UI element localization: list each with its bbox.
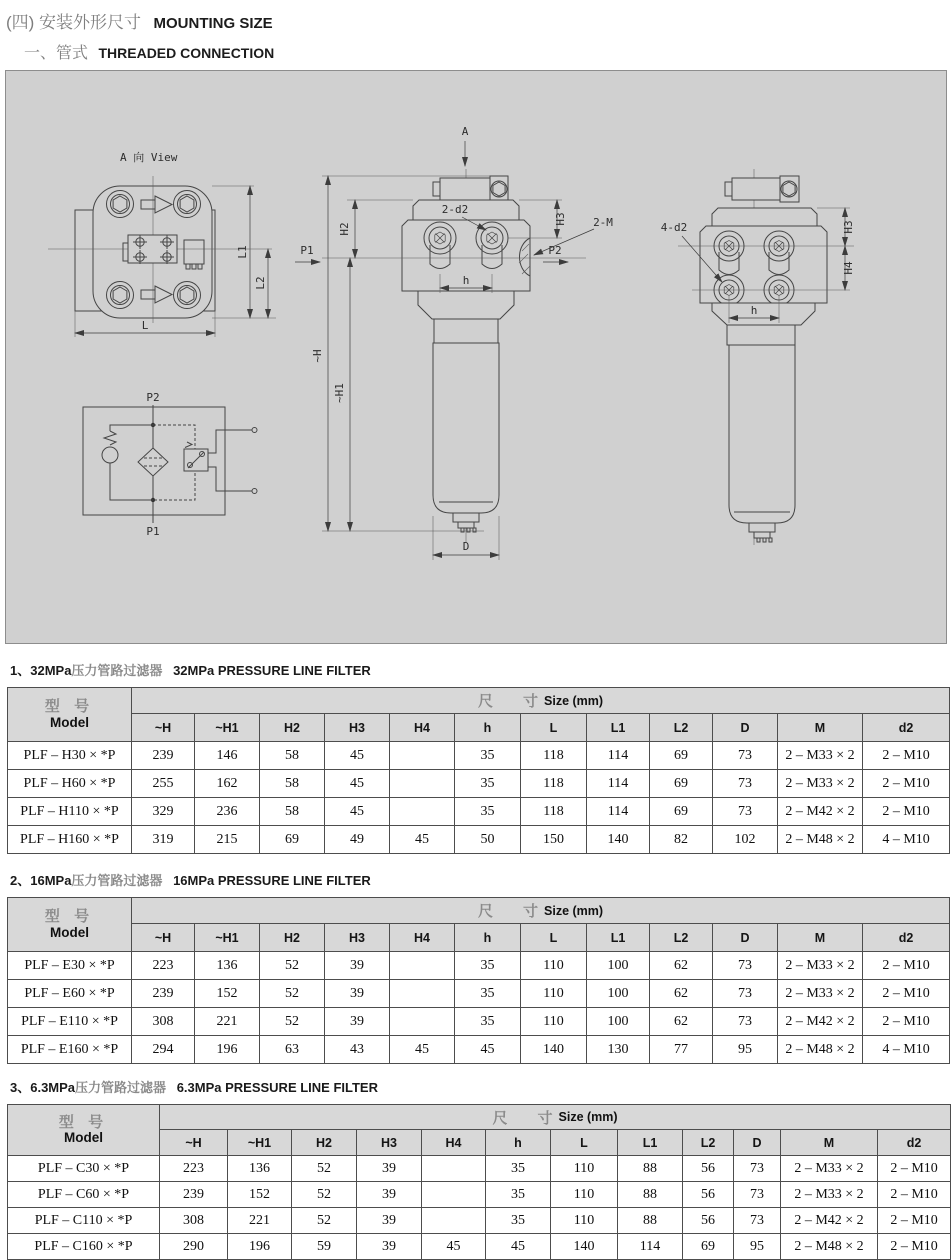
model-header-zh: 型 号	[44, 698, 95, 716]
value-cell: 62	[650, 1008, 713, 1036]
value-cell: 58	[260, 742, 325, 770]
value-cell: 35	[486, 1182, 551, 1208]
value-cell: 239	[132, 980, 195, 1008]
caption-en: 16MPa PRESSURE LINE FILTER	[173, 873, 371, 888]
column-header-row	[8, 924, 950, 952]
column-header: L1	[618, 1130, 683, 1156]
top-view-drawing	[48, 150, 276, 337]
table-section-6_3mpa	[0, 1077, 952, 1260]
value-cell: 45	[325, 798, 390, 826]
size-header-zh: 寸	[537, 1109, 553, 1127]
dim-l1-label: L1	[236, 245, 249, 259]
caption-zh: 压力管路过滤器	[75, 1080, 167, 1095]
model-cell: PLF – H30 × *P	[8, 742, 132, 770]
value-cell: 52	[260, 952, 325, 980]
value-cell: 69	[650, 770, 713, 798]
size-span-header	[132, 898, 950, 924]
column-header: L	[551, 1130, 618, 1156]
value-cell: 52	[292, 1156, 357, 1182]
column-header: h	[486, 1130, 551, 1156]
model-cell: PLF – E60 × *P	[8, 980, 132, 1008]
table-section-32mpa	[0, 660, 952, 854]
value-cell: 45	[486, 1234, 551, 1260]
column-header: H4	[422, 1130, 486, 1156]
dim-h-label: h	[750, 304, 758, 317]
table-row	[8, 798, 950, 826]
value-cell: 56	[683, 1182, 734, 1208]
value-cell: 2 – M10	[878, 1156, 951, 1182]
value-cell	[422, 1156, 486, 1182]
value-cell: 50	[455, 826, 521, 854]
value-cell: 2 – M48 × 2	[781, 1234, 878, 1260]
value-cell: 2 – M10	[863, 742, 950, 770]
value-cell: 35	[486, 1156, 551, 1182]
model-header-zh: 型 号	[58, 1113, 109, 1131]
size-header-zh: 尺	[478, 903, 494, 920]
model-cell: PLF – C60 × *P	[8, 1182, 160, 1208]
size-table-32mpa	[7, 687, 950, 854]
value-cell: 45	[422, 1234, 486, 1260]
value-cell: 63	[260, 1036, 325, 1064]
value-cell: 319	[132, 826, 195, 854]
dim-d-label: D	[462, 540, 470, 553]
table-row	[8, 1208, 951, 1234]
model-cell: PLF – E160 × *P	[8, 1036, 132, 1064]
value-cell: 223	[160, 1156, 228, 1182]
model-header-en: Model	[50, 924, 89, 940]
value-cell: 2 – M33 × 2	[778, 770, 863, 798]
size-table-6_3mpa	[7, 1104, 951, 1260]
size-header-en: Size (mm)	[544, 903, 604, 918]
model-column-header	[8, 898, 132, 952]
value-cell: 88	[618, 1182, 683, 1208]
value-cell: 2 – M10	[863, 952, 950, 980]
value-cell: 239	[160, 1182, 228, 1208]
value-cell: 39	[325, 1008, 390, 1036]
value-cell: 308	[160, 1208, 228, 1234]
column-header: L	[521, 924, 587, 952]
dim-approx-h1	[333, 258, 350, 531]
value-cell: 136	[228, 1156, 292, 1182]
model-cell: PLF – E110 × *P	[8, 1008, 132, 1036]
value-cell	[390, 1008, 455, 1036]
table-caption	[10, 660, 952, 679]
value-cell: 73	[713, 742, 778, 770]
value-cell: 110	[521, 980, 587, 1008]
table-row	[8, 742, 950, 770]
size-header-zh: 寸	[523, 693, 539, 710]
column-header: D	[734, 1130, 781, 1156]
value-cell: 130	[587, 1036, 650, 1064]
dim-h3-label: H3	[554, 212, 567, 226]
column-header: ~H1	[195, 714, 260, 742]
value-cell: 35	[455, 980, 521, 1008]
inlet-port-icon	[424, 222, 456, 254]
value-cell: 45	[390, 826, 455, 854]
size-header-zh: 尺	[478, 693, 494, 710]
port-thread-4d2-label: 4-d2	[660, 221, 688, 234]
value-cell: 308	[132, 1008, 195, 1036]
side-view-drawing	[661, 169, 855, 545]
value-cell	[390, 798, 455, 826]
dim-h2-label: H2	[338, 222, 351, 236]
value-cell: 62	[650, 952, 713, 980]
value-cell: 110	[551, 1182, 618, 1208]
value-cell: 52	[260, 1008, 325, 1036]
value-cell: 2 – M33 × 2	[781, 1156, 878, 1182]
column-header: L1	[587, 714, 650, 742]
model-column-header	[8, 688, 132, 742]
table-row	[8, 1156, 951, 1182]
page-title-zh: (四) 安装外形尺寸	[6, 13, 142, 32]
model-cell: PLF – H160 × *P	[8, 826, 132, 854]
value-cell: 196	[228, 1234, 292, 1260]
size-table-16mpa	[7, 897, 950, 1064]
value-cell: 35	[455, 770, 521, 798]
column-header: d2	[863, 714, 950, 742]
value-cell: 52	[292, 1182, 357, 1208]
value-cell: 236	[195, 798, 260, 826]
value-cell: 2 – M42 × 2	[781, 1208, 878, 1234]
value-cell: 69	[650, 742, 713, 770]
value-cell: 221	[195, 1008, 260, 1036]
value-cell: 35	[455, 742, 521, 770]
column-header: H4	[390, 924, 455, 952]
value-cell: 152	[195, 980, 260, 1008]
schematic-p1-label: P1	[146, 525, 160, 538]
value-cell: 196	[195, 1036, 260, 1064]
value-cell: 58	[260, 798, 325, 826]
caption-zh: 压力管路过滤器	[71, 873, 163, 888]
dim-h-label: h	[462, 274, 470, 287]
dim-h3-label: H3	[842, 220, 855, 234]
value-cell: 2 – M10	[878, 1234, 951, 1260]
model-cell: PLF – H60 × *P	[8, 770, 132, 798]
value-cell: 56	[683, 1156, 734, 1182]
value-cell: 52	[260, 980, 325, 1008]
value-cell: 73	[734, 1208, 781, 1234]
value-cell: 35	[455, 798, 521, 826]
column-header: ~H	[132, 924, 195, 952]
value-cell: 77	[650, 1036, 713, 1064]
value-cell: 294	[132, 1036, 195, 1064]
value-cell: 114	[587, 742, 650, 770]
size-header-en: Size (mm)	[558, 1110, 618, 1124]
dim-l1	[212, 186, 276, 318]
value-cell: 69	[650, 798, 713, 826]
connection-2m-label: 2-M	[593, 216, 613, 229]
size-header-row	[8, 1105, 951, 1130]
value-cell: 49	[325, 826, 390, 854]
column-header: h	[455, 714, 521, 742]
value-cell: 2 – M33 × 2	[778, 742, 863, 770]
value-cell: 4 – M10	[863, 826, 950, 854]
model-header-en: Model	[50, 714, 89, 730]
dim-l2-label: L2	[254, 276, 267, 290]
value-cell: 35	[455, 1008, 521, 1036]
value-cell	[390, 952, 455, 980]
view-a-label: A 向 View	[120, 151, 178, 164]
value-cell: 73	[713, 1008, 778, 1036]
value-cell: 4 – M10	[863, 1036, 950, 1064]
column-header: H2	[292, 1130, 357, 1156]
value-cell: 2 – M10	[863, 1008, 950, 1036]
table-caption	[10, 870, 952, 889]
model-cell: PLF – H110 × *P	[8, 798, 132, 826]
column-header: ~H1	[228, 1130, 292, 1156]
model-header-zh: 型 号	[44, 908, 95, 926]
value-cell: 39	[325, 980, 390, 1008]
dim-h4	[842, 246, 855, 290]
value-cell: 118	[521, 798, 587, 826]
value-cell: 45	[390, 1036, 455, 1064]
model-cell: PLF – E30 × *P	[8, 952, 132, 980]
value-cell: 73	[713, 770, 778, 798]
column-header-row	[8, 714, 950, 742]
column-header: L	[521, 714, 587, 742]
value-cell: 290	[160, 1234, 228, 1260]
value-cell: 45	[455, 1036, 521, 1064]
model-header-en: Model	[64, 1130, 103, 1146]
value-cell: 255	[132, 770, 195, 798]
value-cell: 140	[587, 826, 650, 854]
value-cell: 62	[650, 980, 713, 1008]
value-cell: 73	[734, 1156, 781, 1182]
value-cell: 73	[734, 1182, 781, 1208]
dim-h4-label: H4	[842, 261, 855, 275]
column-header: H3	[325, 924, 390, 952]
dim-approx-h1-label: ~H1	[333, 383, 346, 403]
table-row	[8, 770, 950, 798]
value-cell: 2 – M10	[878, 1182, 951, 1208]
value-cell: 136	[195, 952, 260, 980]
value-cell: 114	[587, 770, 650, 798]
table-row	[8, 826, 950, 854]
table-row	[8, 980, 950, 1008]
value-cell: 73	[713, 798, 778, 826]
value-cell: 2 – M42 × 2	[778, 1008, 863, 1036]
value-cell: 45	[325, 770, 390, 798]
caption-zh: 压力管路过滤器	[71, 663, 163, 678]
table-row	[8, 1234, 951, 1260]
value-cell: 100	[587, 952, 650, 980]
caption-number: 2、16MPa	[10, 873, 72, 888]
table-row	[8, 1182, 951, 1208]
table-caption	[10, 1077, 952, 1096]
value-cell: 152	[228, 1182, 292, 1208]
value-cell: 2 – M10	[863, 980, 950, 1008]
page-title-en: MOUNTING SIZE	[153, 15, 273, 32]
value-cell: 69	[683, 1234, 734, 1260]
value-cell: 162	[195, 770, 260, 798]
value-cell: 140	[551, 1234, 618, 1260]
column-header: H2	[260, 924, 325, 952]
column-header: L2	[650, 924, 713, 952]
value-cell: 110	[521, 952, 587, 980]
value-cell: 2 – M10	[863, 770, 950, 798]
value-cell: 239	[132, 742, 195, 770]
caption-en: 32MPa PRESSURE LINE FILTER	[173, 663, 371, 678]
value-cell: 52	[292, 1208, 357, 1234]
value-cell: 73	[713, 980, 778, 1008]
value-cell: 39	[325, 952, 390, 980]
value-cell: 2 – M42 × 2	[778, 798, 863, 826]
column-header: d2	[878, 1130, 951, 1156]
value-cell: 88	[618, 1156, 683, 1182]
value-cell: 118	[521, 770, 587, 798]
column-header: d2	[863, 924, 950, 952]
value-cell	[390, 742, 455, 770]
value-cell: 39	[357, 1182, 422, 1208]
value-cell: 69	[260, 826, 325, 854]
technical-drawing-panel	[5, 70, 947, 644]
dim-l-label: L	[141, 319, 149, 332]
size-header-zh: 寸	[523, 903, 539, 920]
value-cell: 2 – M10	[878, 1208, 951, 1234]
view-arrow-a-label: A	[461, 125, 469, 138]
value-cell: 110	[521, 1008, 587, 1036]
page-title	[6, 8, 952, 33]
value-cell: 39	[357, 1234, 422, 1260]
dim-approx-h-label: ~H	[311, 349, 324, 363]
caption-number: 3、6.3MPa	[10, 1080, 76, 1095]
value-cell: 221	[228, 1208, 292, 1234]
value-cell: 215	[195, 826, 260, 854]
filter-symbol-icon	[138, 448, 168, 476]
column-header: H2	[260, 714, 325, 742]
p1-label: P1	[300, 244, 314, 257]
value-cell	[422, 1208, 486, 1234]
front-view-drawing	[295, 125, 613, 560]
model-cell: PLF – C110 × *P	[8, 1208, 160, 1234]
column-header: H3	[325, 714, 390, 742]
value-cell: 39	[357, 1208, 422, 1234]
value-cell: 35	[455, 952, 521, 980]
value-cell: 43	[325, 1036, 390, 1064]
value-cell: 102	[713, 826, 778, 854]
page-subtitle-zh: 一、管式	[24, 45, 89, 62]
drain-plug-icon	[749, 523, 775, 542]
size-span-header	[160, 1105, 951, 1130]
size-header-en: Size (mm)	[544, 693, 604, 708]
value-cell: 110	[551, 1208, 618, 1234]
size-header-row	[8, 898, 950, 924]
size-header-zh: 尺	[492, 1109, 508, 1127]
value-cell: 59	[292, 1234, 357, 1260]
page-subtitle-en: THREADED CONNECTION	[98, 45, 275, 61]
table-row	[8, 952, 950, 980]
column-header: ~H	[160, 1130, 228, 1156]
value-cell: 2 – M48 × 2	[778, 1036, 863, 1064]
port-thread-2d2-label: 2-d2	[441, 203, 469, 216]
column-header: L1	[587, 924, 650, 952]
value-cell: 45	[325, 742, 390, 770]
column-header: M	[781, 1130, 878, 1156]
column-header: h	[455, 924, 521, 952]
value-cell: 82	[650, 826, 713, 854]
model-cell: PLF – C160 × *P	[8, 1234, 160, 1260]
value-cell: 95	[713, 1036, 778, 1064]
value-cell: 114	[618, 1234, 683, 1260]
mounting-drawing	[6, 71, 946, 643]
table-row	[8, 1008, 950, 1036]
p2-label: P2	[548, 244, 562, 257]
column-header: D	[713, 714, 778, 742]
value-cell: 140	[521, 1036, 587, 1064]
column-header: D	[713, 924, 778, 952]
value-cell: 118	[521, 742, 587, 770]
value-cell: 58	[260, 770, 325, 798]
model-column-header	[8, 1105, 160, 1156]
size-span-header	[132, 688, 950, 714]
column-header: M	[778, 714, 863, 742]
value-cell: 150	[521, 826, 587, 854]
value-cell: 56	[683, 1208, 734, 1234]
value-cell: 100	[587, 1008, 650, 1036]
value-cell: 146	[195, 742, 260, 770]
caption-en: 6.3MPa PRESSURE LINE FILTER	[176, 1080, 378, 1095]
column-header: L2	[683, 1130, 734, 1156]
value-cell: 2 – M48 × 2	[778, 826, 863, 854]
column-header: H4	[390, 714, 455, 742]
value-cell	[390, 980, 455, 1008]
column-header: L2	[650, 714, 713, 742]
schematic-p2-label: P2	[146, 391, 160, 404]
value-cell: 114	[587, 798, 650, 826]
column-header: ~H	[132, 714, 195, 742]
value-cell: 2 – M33 × 2	[781, 1182, 878, 1208]
value-cell	[422, 1182, 486, 1208]
value-cell: 2 – M10	[863, 798, 950, 826]
column-header: M	[778, 924, 863, 952]
value-cell: 88	[618, 1208, 683, 1234]
value-cell: 35	[486, 1208, 551, 1234]
pressure-switch-icon	[153, 425, 257, 500]
value-cell: 39	[357, 1156, 422, 1182]
column-header: H3	[357, 1130, 422, 1156]
value-cell: 2 – M33 × 2	[778, 980, 863, 1008]
column-header: ~H1	[195, 924, 260, 952]
value-cell: 223	[132, 952, 195, 980]
hydraulic-schematic	[83, 391, 257, 538]
table-row	[8, 1036, 950, 1064]
size-header-row	[8, 688, 950, 714]
page-subtitle	[24, 40, 952, 63]
value-cell: 110	[551, 1156, 618, 1182]
value-cell: 73	[713, 952, 778, 980]
model-cell: PLF – C30 × *P	[8, 1156, 160, 1182]
value-cell: 100	[587, 980, 650, 1008]
value-cell: 95	[734, 1234, 781, 1260]
value-cell: 2 – M33 × 2	[778, 952, 863, 980]
table-section-16mpa	[0, 870, 952, 1064]
value-cell	[390, 770, 455, 798]
caption-number: 1、32MPa	[10, 663, 72, 678]
value-cell: 329	[132, 798, 195, 826]
